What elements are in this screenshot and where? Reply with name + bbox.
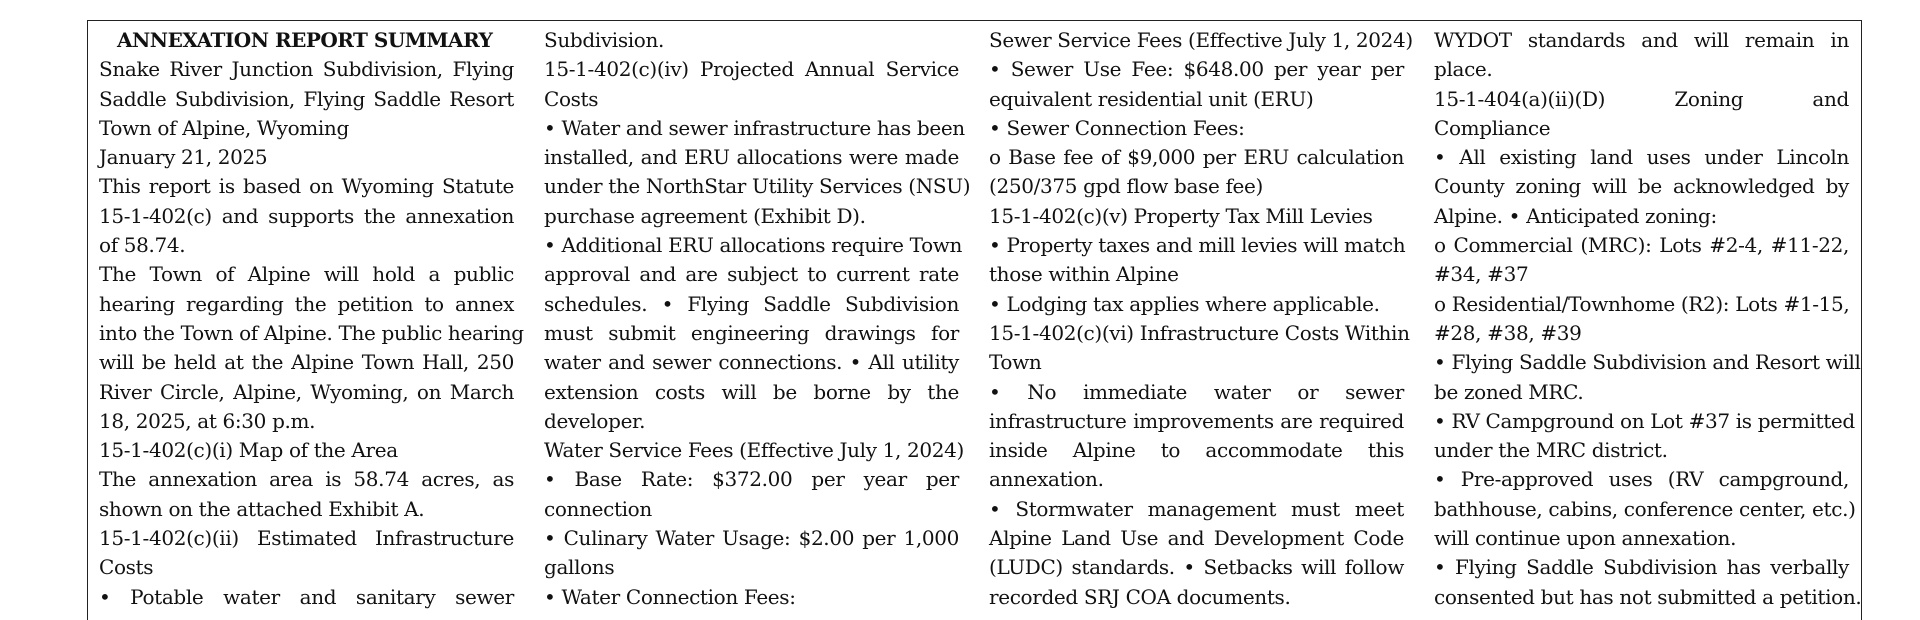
text-line: shown on the attached Exhibit A. [99,496,425,521]
text-line: consented but has not submitted a petition. [1434,584,1862,609]
text-line: under the NorthStar Utility Services (NSU) [544,174,971,199]
text-line: under the MRC district. [1434,438,1668,463]
column-1 [99,26,524,612]
text-line: 15-1-402(c)(v) Property Tax Mill Levies [989,203,1373,228]
text-line: • RV Campground on Lot #37 is permitted [1434,408,1855,433]
column-4 [1434,26,1862,612]
text-line: o Residential/Townhome (R2): Lots #1-15, [1434,291,1850,316]
text-line: extension costs will be borne by the [544,379,959,404]
text-line: January 21, 2025 [99,145,268,170]
text-line: • Pre-approved uses (RV campground, [1434,467,1849,492]
text-line: will be held at the Alpine Town Hall, 250 [99,350,514,375]
text-line: Costs [544,86,599,111]
text-line: bathhouse, cabins, conference center, etc.) [1434,496,1856,521]
text-line: #34, #37 [1434,262,1529,287]
text-line: water and sewer connections. • All utility [544,350,959,375]
text-line: (250/375 gpd flow base fee) [989,174,1263,199]
text-line: recorded SRJ COA documents. [989,584,1291,609]
text-line: • Flying Saddle Subdivision has verbally [1434,555,1849,580]
text-line: Sewer Service Fees (Effective July 1, 2024) [989,28,1413,52]
text-line: o Base fee of $9,000 per ERU calculation [989,145,1404,170]
text-line: Compliance [1434,115,1551,140]
text-line: Water Service Fees (Effective July 1, 2024) [544,438,965,463]
text-line: will continue upon annexation. [1434,526,1737,551]
text-line: into the Town of Alpine. The public hearing [99,320,524,345]
text-line: • Property taxes and mill levies will match [989,233,1406,258]
text-line: • Water and sewer infrastructure has been [544,115,965,140]
text-line: schedules. • Flying Saddle Subdivision [544,291,959,316]
text-line: Subdivision. [544,28,665,52]
text-line: 15-1-402(c)(i) Map of the Area [99,438,398,463]
text-line: equivalent residential unit (ERU) [989,86,1314,111]
text-line: Town of Alpine, Wyoming [99,115,349,140]
text-line: o Commercial (MRC): Lots #2-4, #11-22, [1434,233,1849,258]
text-line: Snake River Junction Subdivision, Flying [99,57,514,82]
text-line: This report is based on Wyoming Statute [99,174,514,199]
text-line: hearing regarding the petition to annex [99,291,514,316]
text-line: • Lodging tax applies where applicable. [989,291,1380,316]
text-line: Costs [99,555,154,580]
text-line: • No immediate water or sewer [989,379,1404,404]
text-line: approval and are subject to current rate [544,262,959,287]
text-line: • Sewer Connection Fees: [989,115,1245,140]
text-line: infrastructure improvements are required [989,408,1404,433]
text-line: those within Alpine [989,262,1179,287]
text-line: 15-1-402(c)(iv) Projected Annual Service [544,57,959,82]
text-line: must submit engineering drawings for [544,320,959,345]
column-3 [989,26,1413,612]
text-line: • Water Connection Fees: [544,584,796,609]
text-line: River Circle, Alpine, Wyoming, on March [99,379,514,404]
text-line: The annexation area is 58.74 acres, as [99,467,514,492]
text-line: (LUDC) standards. • Setbacks will follow [989,555,1404,580]
text-line: The Town of Alpine will hold a public [99,262,514,287]
text-line: place. [1434,57,1493,82]
text-line: connection [544,496,652,521]
text-line: 15-1-402(c)(ii) Estimated Infrastructure [99,526,514,551]
text-line: 15-1-404(a)(ii)(D) Zoning and [1434,86,1849,111]
text-line: annexation. [989,467,1104,492]
text-line: • Sewer Use Fee: $648.00 per year per [989,57,1404,82]
text-line: Alpine. • Anticipated zoning: [1434,203,1717,228]
report-title: ANNEXATION REPORT SUMMARY [117,28,493,52]
text-line: purchase agreement (Exhibit D). [544,203,866,228]
text-line: Town [989,350,1042,375]
text-line: County zoning will be acknowledged by [1434,174,1849,199]
text-line: • Culinary Water Usage: $2.00 per 1,000 [544,526,959,551]
column-2 [544,26,971,612]
text-line: • Stormwater management must meet [989,496,1404,521]
text-line: gallons [544,555,615,580]
text-line: installed, and ERU allocations were made [544,145,959,170]
text-line: Alpine Land Use and Development Code [989,526,1404,551]
text-line: be zoned MRC. [1434,379,1584,404]
text-line: • Flying Saddle Subdivision and Resort will [1434,350,1861,375]
text-line: inside Alpine to accommodate this [989,438,1404,463]
text-line: 15-1-402(c)(vi) Infrastructure Costs Within [989,320,1410,345]
text-line: WYDOT standards and will remain in [1434,28,1849,52]
text-line: 15-1-402(c) and supports the annexation [99,203,514,228]
text-line: Saddle Subdivision, Flying Saddle Resort [99,86,514,111]
text-line: • Base Rate: $372.00 per year per [544,467,959,492]
text-line: of 58.74. [99,233,186,258]
text-line: #28, #38, #39 [1434,320,1582,345]
text-line: • Potable water and sanitary sewer [99,584,514,609]
text-line: 18, 2025, at 6:30 p.m. [99,408,316,433]
text-line: developer. [544,408,646,433]
text-line: • Additional ERU allocations require Town [544,233,963,258]
text-line: • All existing land uses under Lincoln [1434,145,1849,170]
